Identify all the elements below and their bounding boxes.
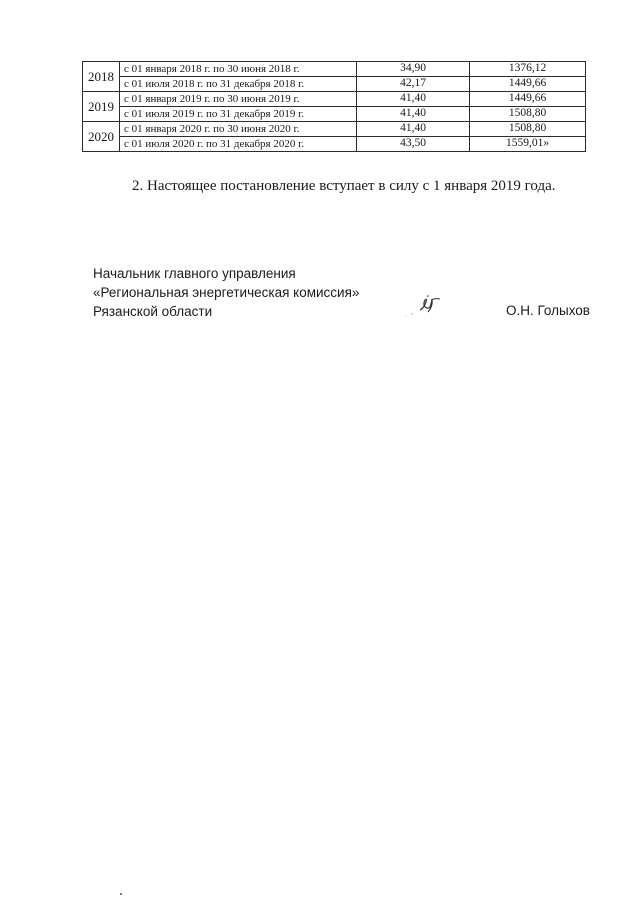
table-row (83, 107, 586, 122)
value2-cell: 1449,66 (470, 92, 586, 107)
tariff-table (82, 61, 586, 152)
period-cell: с 01 июля 2018 г. по 31 декабря 2018 г. (120, 77, 357, 92)
period-cell: с 01 января 2018 г. по 30 июня 2018 г. (120, 62, 357, 77)
period-cell: с 01 января 2019 г. по 30 июня 2019 г. (120, 92, 357, 107)
value1-cell: 41,40 (357, 92, 470, 107)
table-row (83, 92, 586, 107)
table-row (83, 62, 586, 77)
scan-artifact (120, 893, 122, 895)
value1-cell: 41,40 (357, 122, 470, 137)
position-line: Начальник главного управления (93, 266, 296, 281)
period-cell: с 01 июля 2019 г. по 31 декабря 2019 г. (120, 107, 357, 122)
effective-date-clause: 2. Настоящее постановление вступает в силу с 1 января 2019 года. (132, 178, 556, 194)
signer-name: О.Н. Голыхов (506, 303, 590, 318)
value1-cell: 34,90 (357, 62, 470, 77)
period-cell: с 01 июля 2020 г. по 31 декабря 2020 г. (120, 137, 357, 152)
value1-cell: 41,40 (357, 107, 470, 122)
value1-cell: 42,17 (357, 77, 470, 92)
period-cell: с 01 января 2020 г. по 30 июня 2020 г. (120, 122, 357, 137)
table-row (83, 122, 586, 137)
value2-cell: 1559,01» (470, 137, 586, 152)
signatory-position (93, 264, 359, 321)
position-line: Рязанской области (93, 304, 213, 319)
value2-cell: 1508,80 (470, 107, 586, 122)
value2-cell: 1376,12 (470, 62, 586, 77)
table-row (83, 137, 586, 152)
position-line: «Региональная энергетическая комиссия» (93, 285, 360, 300)
year-cell: 2019 (83, 92, 120, 122)
value2-cell: 1508,80 (470, 122, 586, 137)
year-cell: 2020 (83, 122, 120, 152)
value2-cell: 1449,66 (470, 77, 586, 92)
year-cell: 2018 (83, 62, 120, 92)
handwritten-signature-icon (400, 290, 460, 320)
table-row (83, 77, 586, 92)
value1-cell: 43,50 (357, 137, 470, 152)
